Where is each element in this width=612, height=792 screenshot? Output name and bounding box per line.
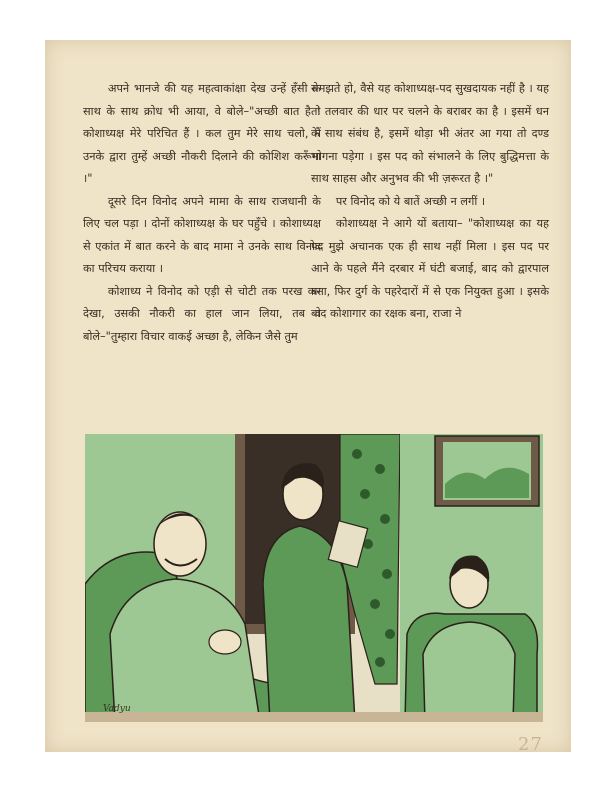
- paragraph: अपने भानजे की यह महत्वाकांक्षा देख उन्हें हँसी के साथ के साथ क्रोध भी आया, वे बोले–"अच्छी बात है ! कोशाध्यक्ष मेरे परिचित हैं । कल तुम मेरे साथ चलो, मैं उनके द्वारा तुम्हें अच्छी नौकरी दिलाने की कोशिश करूँगा ।": [83, 82, 321, 185]
- boy-right-body: [423, 622, 515, 722]
- page-number: 27: [518, 734, 543, 755]
- story-illustration: [85, 434, 543, 722]
- paragraph: पर विनोद को ये बातें अच्छी न लगीं ।: [335, 194, 486, 208]
- paragraph: समझते हो, वैसे यह कोशाध्यक्ष-पद सुखदायक नहीं है । यह तो तलवार की धार पर चलने के बराबर का है । इसमें धन के साथ संबंध है, इसमें थोड़ा भी अंतर आ गया तो दण्ड भोगना पड़ेगा । इस पद को संभालने के लिए बुद्धिमत्ता के साथ साहस और अनुभव की भी ज़रूरत है ।": [311, 82, 549, 185]
- left-text-column: [83, 78, 321, 348]
- artist-signature: Vadyu: [103, 704, 131, 714]
- book-page: [45, 40, 571, 755]
- paragraph: कोशाध्यक्ष ने आगे यों बताया– "कोशाध्यक्ष का यह पद मुझे अचानक एक ही साथ नहीं मिला । इस पद पर आने के पहले मैंने दरबार में घंटी बजाई, बाद को द्वारपाल बना, फिर दुर्ग के पहरेदारों में से एक नियुक्त हुआ । इसके बाद कोशागार का रक्षक बना, राजा ने: [311, 217, 549, 320]
- paragraph: दूसरे दिन विनोद अपने मामा के साथ राजधानी के लिए चल पड़ा । दोनों कोशाध्यक्ष के घर पहुँचे । कोशाध्यक्ष से एकांत में बात करने के बाद मामा ने उनके साथ विनोद का परिचय कराया ।: [83, 194, 321, 275]
- man-left-hands: [209, 630, 241, 654]
- paragraph: कोशाध्य ने विनोद को एड़ी से चोटी तक परख कर देखा, उसकी नौकरी का हाल जान लिया, तब वे बोले–"तुम्हारा विचार वाकई अच्छा है, लेकिन जैसे तुम: [83, 284, 321, 343]
- floor: [85, 712, 543, 722]
- right-text-column: [311, 78, 549, 326]
